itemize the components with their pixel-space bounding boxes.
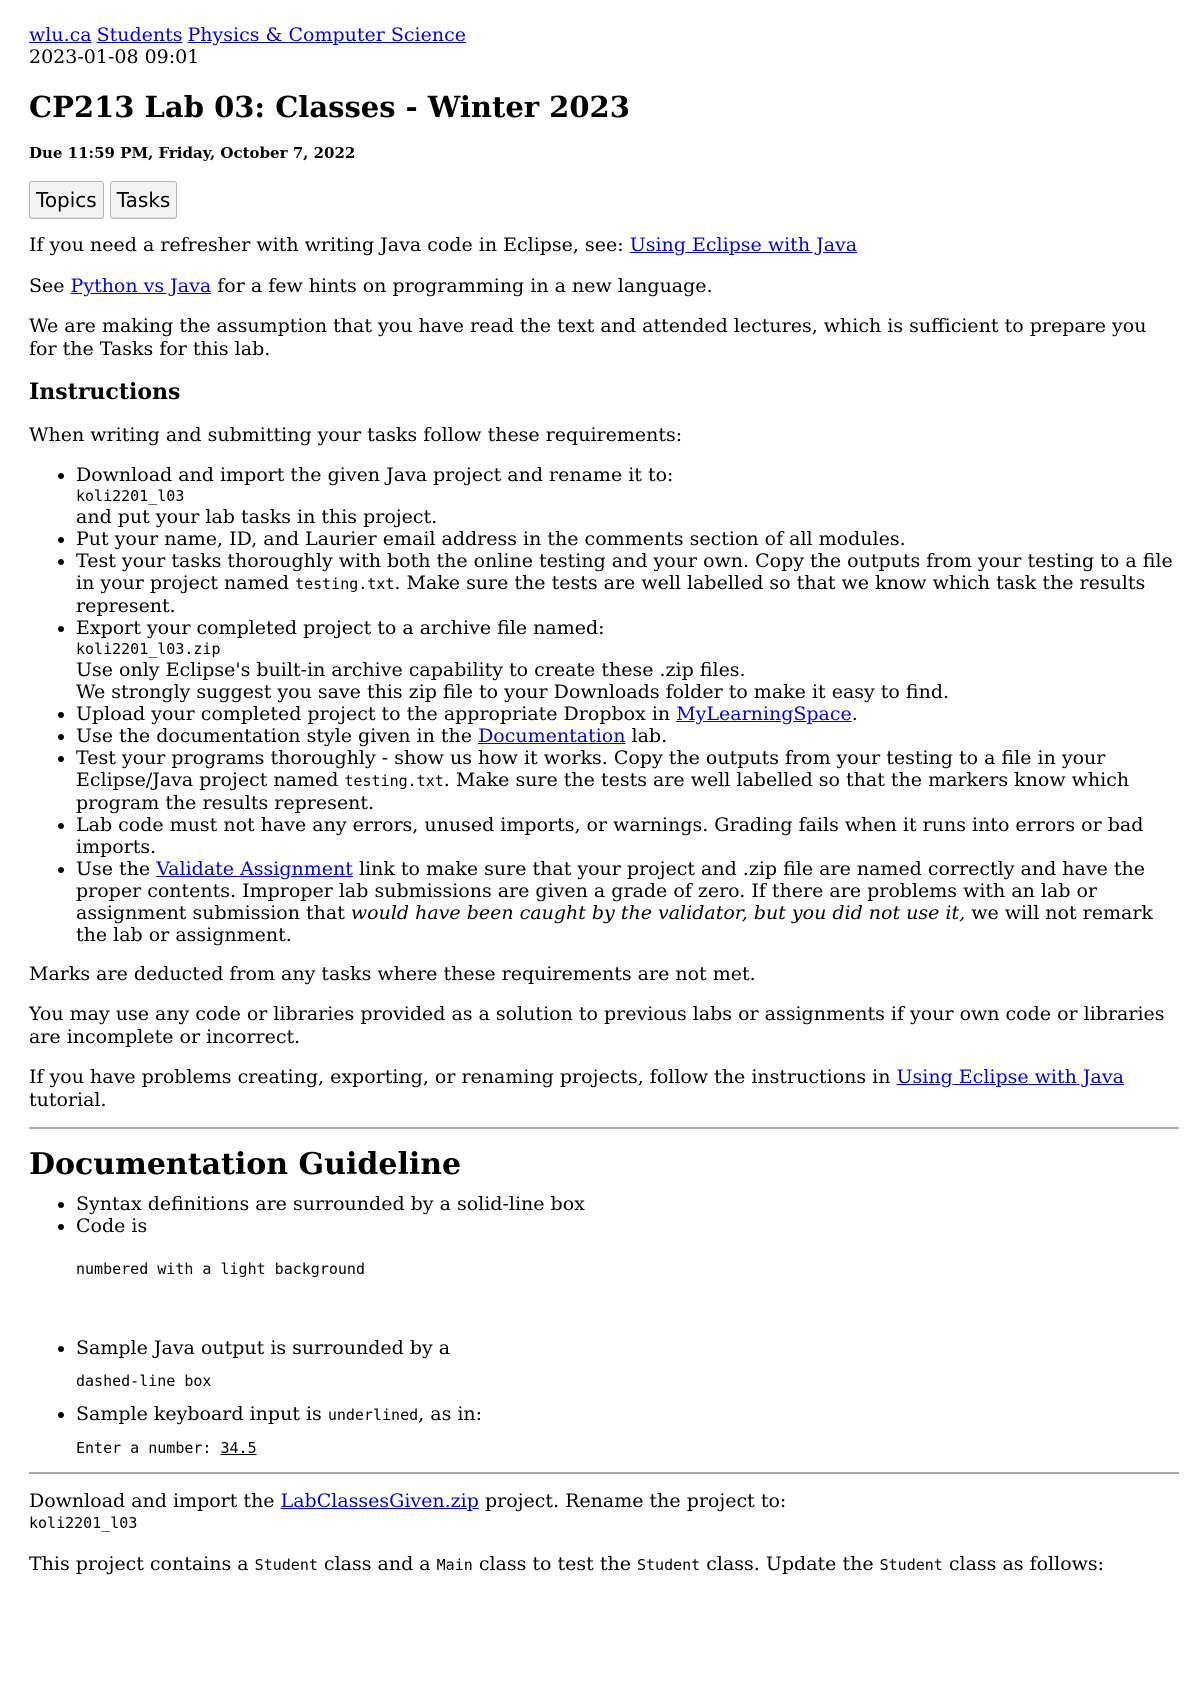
- due-date: Due 11:59 PM, Friday, October 7, 2022: [29, 144, 356, 162]
- class-name-code: Student: [254, 1556, 318, 1574]
- lab-classes-given-link[interactable]: LabClassesGiven.zip: [280, 1490, 479, 1512]
- requirement-text: . Make sure the tests are well labelled so that we know which task the results represent.: [76, 572, 1146, 617]
- requirement-text: link to make sure that your project and .zip file are named correctly and have the proper contents. Improper lab submissions are given a grade of zero. If there are problems with an lab or assignment submission that: [76, 858, 1145, 924]
- instructions-lead: When writing and submitting your tasks follow these requirements:: [29, 424, 683, 446]
- section-divider: [29, 1472, 1179, 1474]
- page-timestamp: 2023-01-08 09:01: [29, 46, 200, 68]
- guideline-text: Sample keyboard input is: [76, 1403, 328, 1425]
- requirement-text: Use the documentation style given in the: [76, 725, 479, 747]
- project-text: class. Update the: [700, 1553, 880, 1575]
- mylearningspace-link[interactable]: MyLearningSpace: [676, 703, 852, 725]
- using-eclipse-tutorial-link[interactable]: Using Eclipse with Java: [896, 1066, 1124, 1088]
- class-name-code: Main: [436, 1556, 473, 1574]
- input-sample: [76, 1438, 1179, 1458]
- doc-guideline-heading: Documentation Guideline: [29, 1147, 462, 1182]
- breadcrumb-link-department[interactable]: Physics & Computer Science: [187, 24, 466, 46]
- page-content: [29, 24, 1179, 1577]
- validator-emphasis: would have been caught by the validator, but you did not use it,: [350, 902, 966, 924]
- requirement-item: [76, 858, 1179, 946]
- project-text: class as follows:: [942, 1553, 1105, 1575]
- testing-file-code: testing.txt: [344, 772, 444, 790]
- requirement-text: Use the: [76, 858, 157, 880]
- section-buttons: [29, 181, 1179, 221]
- breadcrumb-link-wlu[interactable]: wlu.ca: [29, 24, 92, 46]
- requirement-text: We strongly suggest you save this zip file to your Downloads folder to make it easy to find.: [76, 681, 950, 703]
- intro-eclipse-paragraph: [29, 234, 1179, 257]
- underlined-code: underlined: [327, 1406, 419, 1424]
- requirement-text: Use only Eclipse's built-in archive capability to create these .zip files.: [76, 659, 746, 681]
- project-text: Download and import the: [29, 1490, 281, 1512]
- requirement-text: Upload your completed project to the appropriate Dropbox in: [76, 703, 677, 725]
- requirement-item: [76, 725, 1179, 747]
- breadcrumb: [29, 24, 1179, 46]
- guideline-item: [76, 1403, 1179, 1458]
- output-sample: dashed-line box: [76, 1372, 212, 1390]
- requirement-item: [76, 550, 1179, 617]
- requirement-item: [76, 617, 1179, 703]
- requirement-text: .: [851, 703, 858, 725]
- intro-python-pre: See: [29, 275, 71, 297]
- archive-name-code: koli2201_l03.zip: [76, 640, 221, 658]
- requirement-text: Test your programs thoroughly - show us how it works. Copy the outputs from your testing to a file in your Eclipse/Java project named: [76, 747, 1106, 791]
- topics-button[interactable]: Topics: [29, 181, 104, 219]
- requirement-text: . Make sure the tests are well labelled so that the markers know which program the results represent.: [76, 769, 1130, 814]
- requirement-item: [76, 703, 1179, 725]
- problems-text: If you have problems creating, exporting, or renaming projects, follow the instructions in: [29, 1066, 897, 1088]
- guideline-text: • Code is: [76, 1215, 148, 1237]
- reuse-paragraph: You may use any code or libraries provided as a solution to previous labs or assignments if your own code or libraries are incomplete or incorrect.: [29, 1003, 1165, 1048]
- input-value: 34.5: [220, 1439, 257, 1457]
- intro-assumption-paragraph: We are making the assumption that you have read the text and attended lectures, which is sufficient to prepare you for the Tasks for this lab.: [29, 315, 1147, 360]
- testing-file-code: testing.txt: [295, 575, 395, 593]
- requirements-list: [29, 464, 1179, 946]
- requirement-item: • Put your name, ID, and Laurier email address in the comments section of all modules.: [76, 528, 1179, 550]
- validate-assignment-link[interactable]: Validate Assignment: [156, 858, 353, 880]
- breadcrumb-link-students[interactable]: Students: [96, 24, 183, 46]
- guideline-text: , as in:: [418, 1403, 483, 1425]
- instructions-heading: Instructions: [29, 379, 181, 405]
- problems-text: tutorial.: [29, 1089, 107, 1111]
- guideline-item: [76, 1215, 1179, 1279]
- requirement-text: and put your lab tasks in this project.: [76, 506, 438, 528]
- problems-paragraph: [29, 1066, 1179, 1112]
- requirement-item: • Lab code must not have any errors, unused imports, or warnings. Grading fails when it runs into errors or bad imports.: [76, 814, 1179, 858]
- project-download-paragraph: [29, 1490, 1179, 1513]
- requirement-text: Test your tasks thoroughly with both the online testing and your own. Copy the outputs from your testing to a file in your project named: [76, 550, 1173, 594]
- requirement-item: [76, 747, 1179, 814]
- page-title: CP213 Lab 03: Classes - Winter 2023: [29, 90, 630, 124]
- project-rename-code: koli2201_l03: [29, 1514, 138, 1532]
- intro-python-paragraph: [29, 275, 1179, 298]
- project-text: project. Rename the project to:: [478, 1490, 787, 1512]
- code-sample: numbered with a light background: [76, 1260, 365, 1278]
- project-name-code: koli2201_l03: [76, 487, 185, 505]
- project-text: class to test the: [472, 1553, 637, 1575]
- input-prompt: Enter a number:: [76, 1439, 221, 1457]
- requirement-text: • Download and import the given Java project and rename it to:: [76, 464, 674, 486]
- doc-guideline-list: [29, 1193, 1179, 1458]
- project-text: class and a: [317, 1553, 437, 1575]
- class-name-code: Student: [879, 1556, 943, 1574]
- section-divider: [29, 1127, 1179, 1129]
- requirement-text: • Export your completed project to a archive file named:: [76, 617, 605, 639]
- intro-eclipse-text: If you need a refresher with writing Java code in Eclipse, see:: [29, 234, 630, 256]
- project-classes-paragraph: [29, 1553, 1179, 1577]
- python-vs-java-link[interactable]: Python vs Java: [70, 275, 212, 297]
- guideline-item: • Syntax definitions are surrounded by a solid-line box: [76, 1193, 1179, 1215]
- intro-python-post: for a few hints on programming in a new language.: [211, 275, 713, 297]
- class-name-code: Student: [636, 1556, 701, 1574]
- requirement-text: lab.: [625, 725, 668, 747]
- guideline-text: • Sample Java output is surrounded by a: [76, 1337, 451, 1359]
- requirement-text: we will not remark the lab or assignment.: [76, 902, 1153, 946]
- documentation-link[interactable]: Documentation: [478, 725, 626, 747]
- tasks-button[interactable]: Tasks: [110, 181, 178, 219]
- requirement-item: [76, 464, 1179, 528]
- using-eclipse-link[interactable]: Using Eclipse with Java: [629, 234, 858, 256]
- project-text: This project contains a: [29, 1553, 255, 1575]
- marks-paragraph: Marks are deducted from any tasks where these requirements are not met.: [29, 963, 756, 985]
- guideline-item: [76, 1337, 1179, 1391]
